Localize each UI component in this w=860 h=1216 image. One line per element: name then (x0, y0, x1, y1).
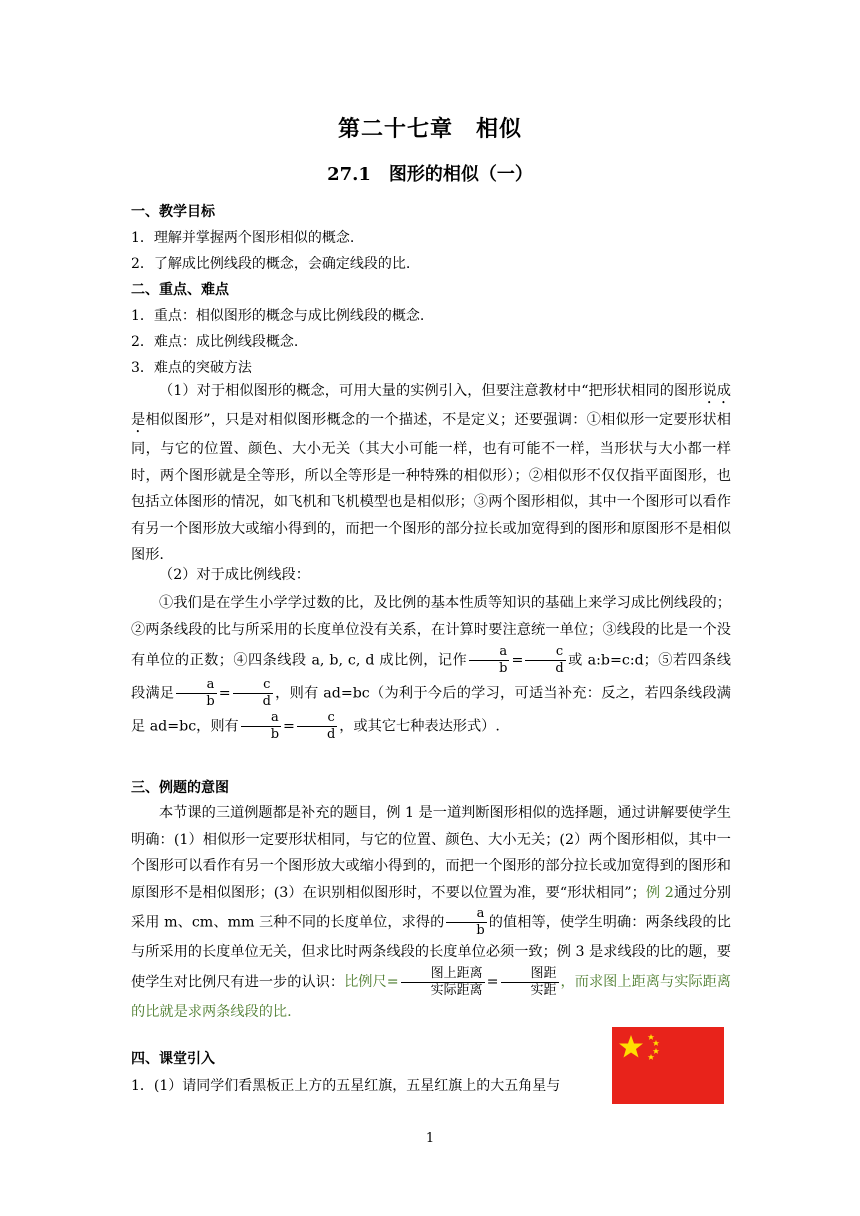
scale-formula: 比例尺= $\frac{\text{图上距离}}{\text{实际距离}}$ = $\frac{\text{图距}}{\text{实距}}$ ，而求图上距离与实际距离的比就是求两条线段的比. (131, 965, 731, 1020)
chapter-title: 第二十七章 相似 (337, 116, 522, 142)
paragraph-similar-figures: （1）对于相似图形的概念，可用大量的实例引入，但要注意教材中“把形状相同的图形说成是相似图形”，只是对相似图形概念的一个描述，不是定义；还要强调：①相似形一定要形状相同，与它的位置、颜色、大小无关（其大小可能一样，也有可能不一样，当形状与大小都一样时，两个图形就是全等形，所以全等形是一种特殊的相似形）；②相似形不仅仅指平面图形，也包括立体图形的情况，如飞机和飞机模型也是相似形；③两个图形相似，其中一个图形可以看作有另一个图形放大或缩小得到的，而把一个图形的部分拉长或加宽得到的图形和原图形不是相似图形. (131, 383, 731, 564)
intro-item-1: 1．(1）请同学们看黑板正上方的五星红旗，五星红旗上的大五角星与 (131, 1078, 561, 1094)
goal-item-1: 1．理解并掌握两个图形相似的概念. (131, 230, 355, 246)
goal-item-2: 2．了解成比例线段的概念，会确定线段的比. (131, 256, 411, 272)
fraction-c-d: $\frac{c}{d}$ (297, 710, 337, 743)
fraction-a-b: $\frac{a}{b}$ (176, 677, 216, 710)
section-title: 27.1 图形的相似（一） (327, 164, 533, 185)
fraction-c-d: $\frac{c}{d}$ (233, 677, 273, 710)
heading-class-intro: 四、课堂引入 (131, 1051, 215, 1067)
paragraph-example-intent: 本节课的三道例题都是补充的题目，例 1 是一道判断图形相似的选择题，通过讲解要使学生明确：(1）相似形一定要形状相同，与它的位置、颜色、大小无关；(2）两个图形相似，其中一个图形可以看作有另一个图形放大或缩小得到的，而把一个图形的部分拉长或加宽得到的图形和原图形不是相似图形；(3）在识别相似图形时，不要以位置为准，要“形状相同”；例 2通过分别采用 m、cm、mm 三种不同的长度单位，求得的 $\frac{a}{b}$ 的值相等，使学生明确：两条线段的比与所采用的长度单位无关，但求比时两条线段的长度单位必须一致；例 3 是求线段的比的题，要使学生对比例尺有进一步的认识：比例尺= $\frac{\text{图上距离}}{\text{实际距离}}$ = $\frac{\text{图距}}{\text{实距}}$ ，而求图上距离与实际距离的比就是求两条线段的比. (131, 805, 731, 1020)
heading-key-points: 二、重点、难点 (131, 282, 229, 298)
paragraph-proportional-intro: （2）对于成比例线段： (159, 567, 310, 583)
emphasis-text: 说成是 (131, 383, 731, 428)
fraction-a-b: $\frac{a}{b}$ (241, 710, 281, 743)
example-2-label: 例 2 (645, 884, 674, 901)
heading-teaching-goals: 一、教学目标 (131, 204, 215, 220)
key-item-2: 2．难点：成比例线段概念. (131, 334, 299, 350)
page-number: 1 (425, 1131, 435, 1146)
key-item-3: 3．难点的突破方法 (131, 360, 252, 376)
chinese-flag-image (612, 1027, 724, 1104)
paragraph-proportional-segments: ①我们是在学生小学学过数的比，及比例的基本性质等知识的基础上来学习成比例线段的；②两条线段的比与所采用的长度单位没有关系，在计算时要注意统一单位；③线段的比是一个没有单位的正数；④四条线段 a, b, c, d 成比例，记作 $\frac{a}{b}$ = $\frac{c}{d}$ 或 a:b=c:d；⑤若四条线段满足 $\frac{a}{b}$ = $\frac{c}{d}$ ，则有 ad=bc（为利于今后的学习，可适当补充：反之，若四条线段满足 ad=bc，则有 $\frac{a}{b}$ = $\frac{c}{d}$ ，或其它七种表达形式）. (131, 595, 731, 742)
fraction-a-b: $\frac{a}{b}$ (446, 906, 486, 939)
fraction-a-b: $\frac{a}{b}$ (469, 644, 509, 677)
heading-example-intent: 三、例题的意图 (131, 780, 229, 796)
fraction-c-d: $\frac{c}{d}$ (525, 644, 565, 677)
key-item-1: 1．重点：相似图形的概念与成比例线段的概念. (131, 308, 425, 324)
